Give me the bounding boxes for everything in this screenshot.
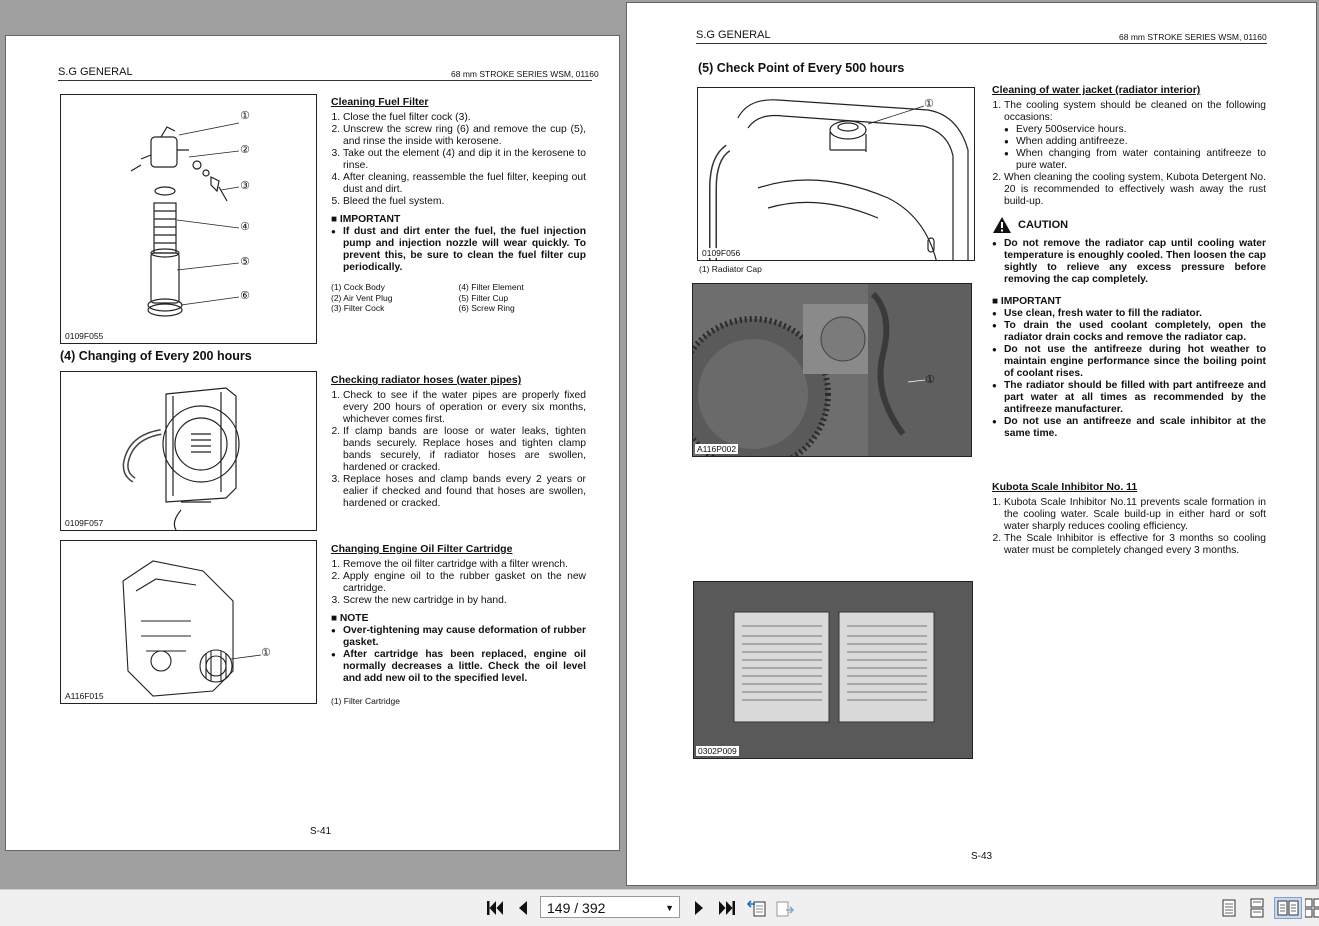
figure-code: 0109F057 xyxy=(65,518,104,528)
list-item: 3. Replace hoses and clamp bands every 2 years or ealier if checked and found that hoses are swollen, hardened or cracked. xyxy=(343,474,586,510)
two-page-view-button[interactable] xyxy=(1274,897,1302,919)
figure-code: 0109F056 xyxy=(702,248,741,258)
water-jacket-heading: Cleaning of water jacket (radiator interior) xyxy=(992,84,1201,96)
engine-photo xyxy=(692,283,972,457)
list-item xyxy=(1004,100,1266,172)
hoses-text xyxy=(331,374,586,510)
important-item: ● The radiator should be filled with part antifreeze and part water at all times as recommended by the antifreeze manufacturer. xyxy=(1004,380,1266,416)
oil-filter-text xyxy=(331,543,586,707)
callout-6: ⑥ xyxy=(240,290,250,302)
last-page-icon xyxy=(717,899,737,917)
list-item: 2. If clamp bands are loose or water leaks, tighten bands securely. Replace hoses and tighten clamp bands securely, if radiator hoses are swollen, hardened or cracked. xyxy=(343,426,586,474)
label-photo-drawing xyxy=(694,582,972,758)
single-page-icon xyxy=(1221,898,1237,918)
oil-filter-heading: Changing Engine Oil Filter Cartridge xyxy=(331,543,513,555)
scale-inhibitor-heading: Kubota Scale Inhibitor No. 11 xyxy=(992,481,1138,493)
go-forward-view-button[interactable] xyxy=(774,898,796,918)
go-back-icon xyxy=(746,898,768,918)
important-label: ■ IMPORTANT xyxy=(331,214,586,226)
occasion-item: ● Every 500service hours. xyxy=(1016,124,1266,136)
last-page-button[interactable] xyxy=(716,898,738,918)
figure-code: A116P002 xyxy=(697,444,737,454)
engine-block-drawing xyxy=(61,541,316,703)
two-page-continuous-button[interactable] xyxy=(1302,898,1319,918)
list-item: 1. Kubota Scale Inhibitor No.11 prevents scale formation in the cooling water. Scale build-up in either hard or soft water sharply reduces cooling efficiency. xyxy=(1004,497,1266,533)
caution-item: ● Do not remove the radiator cap until cooling water temperature is enoughly cooled. Then loosen the cap sightly to relieve any excess pressure before removing the cap completely. xyxy=(1004,238,1266,286)
list-item: 1. Check to see if the water pipes are properly fixed every 200 hours of operation or every six months, whichever comes first. xyxy=(343,390,586,426)
right-header-series: 68 mm STROKE SERIES WSM, 01160 xyxy=(1119,32,1267,42)
important-item: ● If dust and dirt enter the fuel, the fuel injection pump and injection nozzle will wear quickly. To prevent this, be sure to clean the fuel filter cup periodically. xyxy=(343,226,586,274)
occasion-item: ● When changing from water containing antifreeze to pure water. xyxy=(1016,148,1266,172)
section-4-title: (4) Changing of Every 200 hours xyxy=(60,349,252,363)
important-item: ● Do not use the antifreeze during hot weather to maintain engine performance since the boiling point of coolant rises. xyxy=(1004,344,1266,380)
note-item: ● Over-tightening may cause deformation of rubber gasket. xyxy=(343,625,586,649)
radiator-cap-figure xyxy=(697,87,975,261)
fuel-filter-drawing xyxy=(61,95,316,343)
legend-item: (4) Filter Element xyxy=(458,282,524,292)
water-jacket-text xyxy=(992,84,1266,440)
left-header-rule xyxy=(58,80,592,81)
figure-caption: (1) Radiator Cap xyxy=(699,264,762,274)
go-forward-icon xyxy=(774,898,796,918)
single-page-view-button[interactable] xyxy=(1218,898,1240,918)
note-label: ■ NOTE xyxy=(331,613,586,625)
list-item: 2. When cleaning the cooling system, Kubota Detergent No. 20 is recommended to effectively wash away the rust build-up. xyxy=(1004,172,1266,208)
figure-code: A116F015 xyxy=(65,691,104,701)
callout-4: ④ xyxy=(240,221,250,233)
fuel-filter-figure: ① ② ③ ④ ⑤ ⑥ 0109F055 xyxy=(60,94,317,344)
list-item: 2. Apply engine oil to the rubber gasket on the new cartridge. xyxy=(343,571,586,595)
go-back-view-button[interactable] xyxy=(746,898,768,918)
page-number: S-43 xyxy=(971,851,993,862)
figure-code: 0109F055 xyxy=(65,331,104,341)
oil-filter-figure xyxy=(60,540,317,704)
left-page xyxy=(6,36,619,850)
navigation-toolbar xyxy=(0,889,1319,926)
page-number: S-41 xyxy=(310,826,332,837)
continuous-view-button[interactable] xyxy=(1246,898,1268,918)
list-item: 3. Take out the element (4) and dip it in the kerosene to rinse. xyxy=(343,148,586,172)
fuel-filter-legend xyxy=(331,282,586,314)
list-item: 5. Bleed the fuel system. xyxy=(343,196,586,208)
caution-label: CAUTION xyxy=(1018,219,1069,231)
continuous-icon xyxy=(1248,898,1266,918)
engine-photo-drawing xyxy=(693,284,971,456)
section-5-title: (5) Check Point of Every 500 hours xyxy=(698,61,905,75)
prev-page-icon xyxy=(516,899,530,917)
warning-icon xyxy=(992,216,1012,234)
step-text: The cooling system should be cleaned on the following occasions: xyxy=(1004,100,1266,123)
hoses-heading: Checking radiator hoses (water pipes) xyxy=(331,374,522,386)
occasion-item: ● When adding antifreeze. xyxy=(1016,136,1266,148)
right-page xyxy=(627,3,1316,885)
caution-heading xyxy=(992,216,1266,234)
list-item: 2. The Scale Inhibitor is effective for 3 months so cooling water must be completely changed every 3 months. xyxy=(1004,533,1266,557)
two-page-continuous-icon xyxy=(1305,898,1319,918)
list-item: 3. Screw the new cartridge in by hand. xyxy=(343,595,586,607)
scale-inhibitor-photo xyxy=(693,581,973,759)
callout-1: ① xyxy=(925,374,935,386)
callout-5: ⑤ xyxy=(240,256,250,268)
callout-1: ① xyxy=(261,647,271,659)
radiator-cap-drawing xyxy=(698,88,974,260)
first-page-icon xyxy=(485,899,505,917)
next-page-button[interactable] xyxy=(688,898,710,918)
radiator-hoses-figure xyxy=(60,371,317,531)
oil-filter-legend: (1) Filter Cartridge xyxy=(331,696,400,706)
chevron-down-icon[interactable]: ▼ xyxy=(665,903,674,913)
right-header-title: S.G GENERAL xyxy=(696,29,771,41)
important-item: ● Use clean, fresh water to fill the radiator. xyxy=(1004,308,1266,320)
list-item: 1. Remove the oil filter cartridge with a filter wrench. xyxy=(343,559,586,571)
radiator-drawing xyxy=(61,372,316,530)
list-item: 2. Unscrew the screw ring (6) and remove the cup (5), and rinse the inside with kerosene. xyxy=(343,124,586,148)
legend-item: (6) Screw Ring xyxy=(458,303,515,313)
left-header-title: S.G GENERAL xyxy=(58,66,133,78)
legend-item: (2) Air Vent Plug xyxy=(331,292,393,303)
important-item: ● Do not use an antifreeze and scale inhibitor at the same time. xyxy=(1004,416,1266,440)
callout-2: ② xyxy=(240,144,250,156)
page-number-input[interactable] xyxy=(540,896,680,918)
fuel-filter-heading: Cleaning Fuel Filter xyxy=(331,96,429,108)
note-item: ● After cartridge has been replaced, engine oil normally decreases a little. Check the oil level and add new oil to the specified level. xyxy=(343,649,586,685)
left-header-series: 68 mm STROKE SERIES WSM, 01160 xyxy=(451,69,599,79)
first-page-button[interactable] xyxy=(484,898,506,918)
two-page-icon xyxy=(1277,899,1299,917)
callout-3: ③ xyxy=(240,180,250,192)
legend-item: (1) Cock Body xyxy=(331,282,385,292)
next-page-icon xyxy=(692,899,706,917)
callout-1: ① xyxy=(924,98,934,110)
important-item: ● To drain the used coolant completely, open the radiator drain cocks and remove the radiator cap. xyxy=(1004,320,1266,344)
page-display: 149 / 392 xyxy=(547,900,606,916)
list-item: 1. Close the fuel filter cock (3). xyxy=(343,112,586,124)
legend-item: (5) Filter Cup xyxy=(458,292,509,303)
legend-item: (3) Filter Cock xyxy=(331,303,385,313)
figure-code: 0302P009 xyxy=(698,746,737,756)
list-item: 4. After cleaning, reassemble the fuel filter, keeping out dust and dirt. xyxy=(343,172,586,196)
right-header-rule xyxy=(696,43,1267,44)
important-label: ■ IMPORTANT xyxy=(992,296,1266,308)
previous-page-button[interactable] xyxy=(512,898,534,918)
fuel-filter-text xyxy=(331,96,586,314)
scale-inhibitor-text xyxy=(992,481,1266,557)
